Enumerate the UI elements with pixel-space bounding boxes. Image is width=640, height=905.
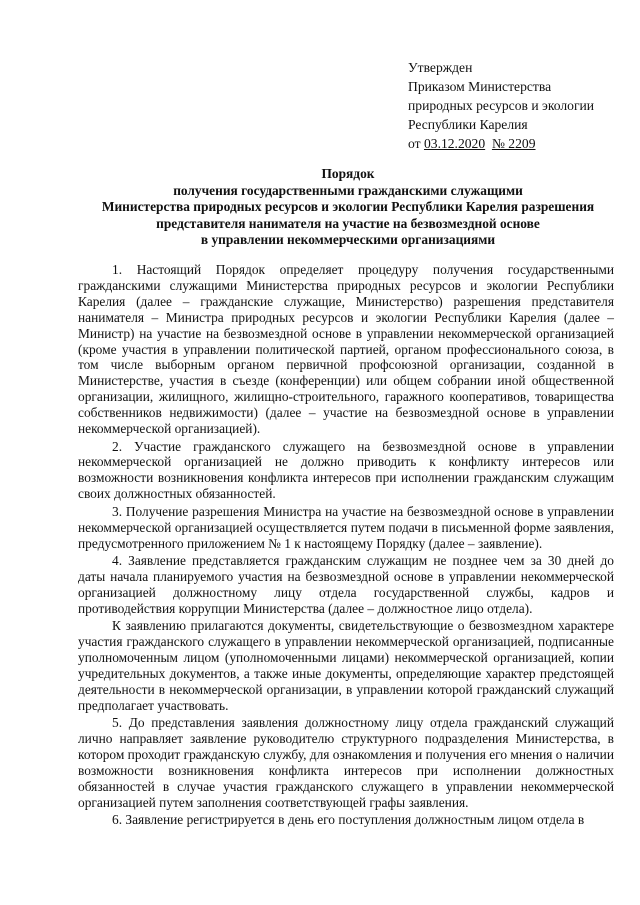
approval-stamp [408,58,628,153]
approval-line-ministry: природных ресурсов и экологии [408,98,595,113]
paragraph-5: 5. До представления заявления должностному лицу отдела гражданский служащий лично направляет заявление руководителю структурного подразделения Министерства, в котором проходит гражданскую службу, для ознакомления и получения его мнения о наличии возможности возникновения конфликта интересов при исполнении должностных обязанностей в случае участия гражданского служащего в управлении некоммерческой организацией путем заполнения соответствующей графы заявления. [78,715,614,810]
title-line-3: Министерства природных ресурсов и экологии Республики Карелия разрешения [101,199,595,215]
paragraph-2: 2. Участие гражданского служащего на безвозмездной основе в управлении некоммерческой организацией не должно приводить к конфликту интересов или возможности возникновения конфликта интересов при исполнении гражданским служащим своих должностных обязанностей. [78,438,614,502]
paragraph-1: 1. Настоящий Порядок определяет процедуру получения государственными гражданскими служащими Министерства природных ресурсов и экологии Республики Карелия (далее – гражданские служащие, Министерство) разрешения представителя нанимателя – Министра природных ресурсов и экологии Республики Карелия (далее – Министр) на участие на безвозмездной основе в управлении некоммерческой организацией (кроме участия в управлении политической партией, органом профессионального союза, в том числе выборным органом первичной профсоюзной организации, созданной в Министерстве, участия в съезде (конференции) или общем собрании иной общественной организации, жилищного, жилищно-строительного, гаражного кооперативов, товарищества собственников недвижимости) (далее – участие на безвозмездной основе в управлении некоммерческой организацией). [78,262,614,437]
approval-line-approved: Утвержден [408,60,473,75]
approval-date-prefix: от [408,136,424,151]
paragraph-6: 6. Заявление регистрируется в день его поступления должностным лицом отдела в [112,812,585,828]
title-line-1: Порядок [321,166,375,181]
approval-line-republic: Республики Карелия [408,117,528,132]
title-line-4: представителя нанимателя на участие на безвозмездной основе [156,215,540,231]
title-line-5: в управлении некоммерческими организациями [200,232,496,248]
document-title [78,166,618,249]
approval-line-order: Приказом Министерства [408,79,552,94]
paragraph-3: 3. Получение разрешения Министра на участие на безвозмездной основе в управлении некоммерческой организацией осуществляется путем подачи в письменной форме заявления, предусмотренного приложением № 1 к настоящему Порядку (далее – заявление). [78,503,614,551]
title-line-2: получения государственными гражданскими служащими [173,182,523,198]
paragraph-4-attachments: К заявлению прилагаются документы, свидетельствующие о безвозмездном характере участия гражданского служащего в управлении некоммерческой организацией, подписанные уполномоченным лицом (уполномоченными лицами) некоммерческой организацией, копии учредительных документов, а также иные документы, определяющие характер предстоящей деятельности в некоммерческой организации, в управлении которой гражданский служащий предполагает участвовать. [78,618,614,713]
approval-line-date [408,134,628,153]
paragraph-4: 4. Заявление представляется гражданским служащим не позднее чем за 30 дней до даты начала планируемого участия на безвозмездной основе в управлении некоммерческой организацией должностному лицу отдела государственной службы, кадров и противодействия коррупции Министерства (далее – должностное лицо отдела). [78,553,614,616]
document-body [78,262,614,830]
approval-order-number: № 2209 [491,136,536,151]
approval-date: 03.12.2020 [423,136,486,151]
